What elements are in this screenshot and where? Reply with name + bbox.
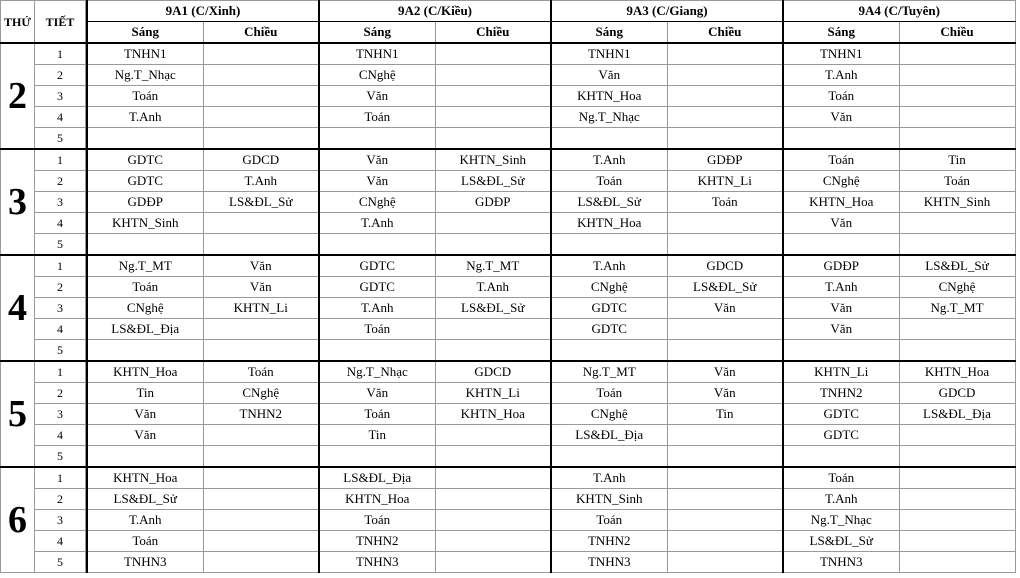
period-number: 5 <box>35 234 86 256</box>
subject-cell-sang[interactable]: LS&ĐL_Sử <box>783 531 899 552</box>
subject-cell-sang[interactable] <box>319 128 435 150</box>
table-row <box>1 234 1016 256</box>
subject-cell-sang[interactable]: TNHN2 <box>319 531 435 552</box>
day-label: 2 <box>1 43 35 149</box>
subject-cell-chieu[interactable]: Văn <box>667 361 783 383</box>
period-number: 2 <box>35 65 86 86</box>
subject-cell-chieu[interactable] <box>203 319 319 340</box>
subject-cell-sang[interactable]: KHTN_Sinh <box>551 489 667 510</box>
subject-cell-sang[interactable]: Ng.T_Nhạc <box>783 510 899 531</box>
subject-cell-sang[interactable]: GDTC <box>87 171 203 192</box>
subject-cell-chieu[interactable] <box>435 234 551 256</box>
subject-cell-sang[interactable]: KHTN_Hoa <box>319 489 435 510</box>
subject-cell-chieu[interactable] <box>899 319 1015 340</box>
subject-cell-sang[interactable]: TNHN1 <box>319 43 435 65</box>
subject-cell-sang[interactable]: Văn <box>783 107 899 128</box>
subject-cell-sang[interactable]: T.Anh <box>551 255 667 277</box>
table-row <box>1 192 1016 213</box>
period-number: 3 <box>35 404 86 425</box>
period-number: 2 <box>35 383 86 404</box>
subject-cell-chieu[interactable] <box>435 43 551 65</box>
class-header-9a1: 9A1 (C/Xinh) <box>87 1 319 22</box>
subject-cell-chieu[interactable]: T.Anh <box>435 277 551 298</box>
subject-cell-sang[interactable]: T.Anh <box>551 149 667 171</box>
subject-cell-sang[interactable]: T.Anh <box>87 107 203 128</box>
class-header-9a4: 9A4 (C/Tuyên) <box>783 1 1015 22</box>
subject-cell-sang[interactable]: Tin <box>87 383 203 404</box>
subject-cell-chieu[interactable] <box>435 86 551 107</box>
subject-cell-sang[interactable]: Toán <box>783 149 899 171</box>
subject-cell-chieu[interactable]: KHTN_Sinh <box>899 192 1015 213</box>
subject-cell-chieu[interactable] <box>899 552 1015 573</box>
subject-cell-chieu[interactable]: Ng.T_MT <box>435 255 551 277</box>
subject-cell-sang[interactable]: Toán <box>551 510 667 531</box>
day-label: 6 <box>1 467 35 573</box>
subject-cell-sang[interactable]: Văn <box>319 383 435 404</box>
subject-cell-chieu[interactable] <box>899 510 1015 531</box>
subject-cell-chieu[interactable] <box>667 43 783 65</box>
timetable-body <box>1 43 1016 573</box>
subject-cell-chieu[interactable] <box>203 213 319 234</box>
subject-cell-chieu[interactable]: GDCD <box>899 383 1015 404</box>
subject-cell-sang[interactable]: KHTN_Hoa <box>551 213 667 234</box>
subject-cell-chieu[interactable] <box>203 86 319 107</box>
subject-cell-sang[interactable]: GDĐP <box>87 192 203 213</box>
session-header-sang: Sáng <box>319 22 435 44</box>
subject-cell-chieu[interactable]: TNHN2 <box>203 404 319 425</box>
period-number: 2 <box>35 277 86 298</box>
subject-cell-sang[interactable]: TNHN2 <box>783 383 899 404</box>
subject-cell-sang[interactable]: Văn <box>319 171 435 192</box>
period-number: 1 <box>35 255 86 277</box>
subject-cell-chieu[interactable]: Ng.T_MT <box>899 298 1015 319</box>
subject-cell-sang[interactable]: KHTN_Hoa <box>87 467 203 489</box>
period-number: 3 <box>35 510 86 531</box>
subject-cell-chieu[interactable] <box>899 340 1015 362</box>
subject-cell-chieu[interactable] <box>667 510 783 531</box>
table-row <box>1 86 1016 107</box>
subject-cell-sang[interactable]: GDTC <box>551 298 667 319</box>
period-number: 3 <box>35 298 86 319</box>
subject-cell-chieu[interactable]: Toán <box>899 171 1015 192</box>
table-row <box>1 510 1016 531</box>
subject-cell-chieu[interactable] <box>203 552 319 573</box>
table-row <box>1 383 1016 404</box>
subject-cell-chieu[interactable] <box>667 425 783 446</box>
subject-cell-sang[interactable]: TNHN1 <box>783 43 899 65</box>
table-row <box>1 65 1016 86</box>
period-number: 5 <box>35 340 86 362</box>
subject-cell-chieu[interactable] <box>203 489 319 510</box>
subject-cell-sang[interactable]: KHTN_Sinh <box>87 213 203 234</box>
subject-cell-sang[interactable]: Ng.T_Nhạc <box>319 361 435 383</box>
subject-cell-sang[interactable] <box>319 234 435 256</box>
table-row <box>1 404 1016 425</box>
subject-cell-chieu[interactable]: GDĐP <box>667 149 783 171</box>
subject-cell-chieu[interactable] <box>203 446 319 468</box>
subject-cell-chieu[interactable]: KHTN_Hoa <box>899 361 1015 383</box>
period-number: 1 <box>35 467 86 489</box>
subject-cell-sang[interactable]: Tin <box>319 425 435 446</box>
subject-cell-chieu[interactable]: T.Anh <box>203 171 319 192</box>
subject-cell-chieu[interactable] <box>435 319 551 340</box>
subject-cell-chieu[interactable]: Toán <box>667 192 783 213</box>
subject-cell-sang[interactable]: Ng.T_Nhạc <box>87 65 203 86</box>
table-row <box>1 43 1016 65</box>
subject-cell-chieu[interactable] <box>899 489 1015 510</box>
period-number: 5 <box>35 552 86 573</box>
subject-cell-sang[interactable]: Văn <box>783 213 899 234</box>
subject-cell-chieu[interactable] <box>203 425 319 446</box>
subject-cell-sang[interactable]: Toán <box>319 319 435 340</box>
subject-cell-sang[interactable]: Ng.T_Nhạc <box>551 107 667 128</box>
period-number: 3 <box>35 192 86 213</box>
subject-cell-sang[interactable] <box>783 128 899 150</box>
subject-cell-sang[interactable]: Toán <box>783 86 899 107</box>
subject-cell-chieu[interactable] <box>203 65 319 86</box>
subject-cell-chieu[interactable] <box>203 340 319 362</box>
subject-cell-chieu[interactable] <box>667 86 783 107</box>
subject-cell-sang[interactable] <box>87 128 203 150</box>
table-row <box>1 489 1016 510</box>
period-number: 3 <box>35 86 86 107</box>
subject-cell-chieu[interactable] <box>435 107 551 128</box>
subject-cell-sang[interactable]: KHTN_Hoa <box>783 192 899 213</box>
subject-cell-sang[interactable]: Ng.T_MT <box>551 361 667 383</box>
subject-cell-chieu[interactable] <box>435 446 551 468</box>
subject-cell-chieu[interactable] <box>899 128 1015 150</box>
subject-cell-chieu[interactable]: GDĐP <box>435 192 551 213</box>
subject-cell-chieu[interactable] <box>435 128 551 150</box>
table-row <box>1 531 1016 552</box>
subject-cell-chieu[interactable] <box>667 340 783 362</box>
subject-cell-chieu[interactable] <box>899 86 1015 107</box>
subject-cell-chieu[interactable] <box>667 213 783 234</box>
class-header-9a3: 9A3 (C/Giang) <box>551 1 783 22</box>
table-row <box>1 319 1016 340</box>
subject-cell-sang[interactable]: TNHN3 <box>551 552 667 573</box>
day-label: 4 <box>1 255 35 361</box>
session-header-sang: Sáng <box>783 22 899 44</box>
subject-cell-sang[interactable]: Toán <box>551 171 667 192</box>
subject-cell-chieu[interactable]: Văn <box>203 277 319 298</box>
subject-cell-sang[interactable]: Toán <box>319 404 435 425</box>
subject-cell-chieu[interactable] <box>435 425 551 446</box>
subject-cell-chieu[interactable] <box>203 107 319 128</box>
period-number: 2 <box>35 171 86 192</box>
subject-cell-sang[interactable]: Văn <box>319 86 435 107</box>
subject-cell-chieu[interactable] <box>899 107 1015 128</box>
table-row <box>1 340 1016 362</box>
table-row <box>1 277 1016 298</box>
subject-cell-sang[interactable]: GDĐP <box>783 255 899 277</box>
subject-cell-chieu[interactable]: Văn <box>203 255 319 277</box>
subject-cell-chieu[interactable] <box>203 128 319 150</box>
subject-cell-sang[interactable]: LS&ĐL_Địa <box>551 425 667 446</box>
subject-cell-sang[interactable]: T.Anh <box>783 65 899 86</box>
subject-cell-chieu[interactable] <box>203 43 319 65</box>
period-number: 4 <box>35 107 86 128</box>
period-number: 1 <box>35 43 86 65</box>
subject-cell-sang[interactable]: KHTN_Hoa <box>87 361 203 383</box>
subject-cell-sang[interactable] <box>783 234 899 256</box>
subject-cell-chieu[interactable] <box>667 128 783 150</box>
subject-cell-sang[interactable]: T.Anh <box>87 510 203 531</box>
subject-cell-sang[interactable]: GDTC <box>783 404 899 425</box>
subject-cell-sang[interactable]: Văn <box>783 319 899 340</box>
subject-cell-sang[interactable]: TNHN3 <box>87 552 203 573</box>
table-row <box>1 298 1016 319</box>
table-row <box>1 425 1016 446</box>
subject-cell-chieu[interactable] <box>435 489 551 510</box>
subject-cell-chieu[interactable] <box>667 65 783 86</box>
subject-cell-chieu[interactable] <box>667 234 783 256</box>
period-number: 4 <box>35 531 86 552</box>
subject-cell-sang[interactable]: CNghệ <box>319 192 435 213</box>
subject-cell-chieu[interactable] <box>435 510 551 531</box>
subject-cell-sang[interactable]: T.Anh <box>783 489 899 510</box>
subject-cell-sang[interactable]: TNHN1 <box>87 43 203 65</box>
subject-cell-chieu[interactable]: Tin <box>899 149 1015 171</box>
table-row <box>1 552 1016 573</box>
period-number: 4 <box>35 319 86 340</box>
subject-cell-chieu[interactable]: GDCD <box>667 255 783 277</box>
subject-cell-sang[interactable]: KHTN_Hoa <box>551 86 667 107</box>
header-tiet: TIẾT <box>35 1 86 44</box>
subject-cell-chieu[interactable]: Tin <box>667 404 783 425</box>
subject-cell-chieu[interactable]: LS&ĐL_Sử <box>203 192 319 213</box>
subject-cell-sang[interactable]: CNghệ <box>87 298 203 319</box>
subject-cell-sang[interactable] <box>551 340 667 362</box>
session-header-sang: Sáng <box>87 22 203 44</box>
subject-cell-sang[interactable]: Ng.T_MT <box>87 255 203 277</box>
subject-cell-chieu[interactable]: CNghệ <box>203 383 319 404</box>
table-row <box>1 171 1016 192</box>
subject-cell-sang[interactable]: Toán <box>319 107 435 128</box>
subject-cell-sang[interactable]: GDTC <box>319 277 435 298</box>
period-number: 4 <box>35 213 86 234</box>
day-label: 5 <box>1 361 35 467</box>
table-row <box>1 361 1016 383</box>
subject-cell-chieu[interactable]: LS&ĐL_Sử <box>899 255 1015 277</box>
subject-cell-sang[interactable]: Văn <box>783 298 899 319</box>
period-number: 1 <box>35 149 86 171</box>
period-number: 1 <box>35 361 86 383</box>
session-header-chieu: Chiều <box>667 22 783 44</box>
subject-cell-sang[interactable] <box>87 234 203 256</box>
table-row <box>1 467 1016 489</box>
day-label: 3 <box>1 149 35 255</box>
subject-cell-sang[interactable]: GDTC <box>87 149 203 171</box>
subject-cell-chieu[interactable]: Toán <box>203 361 319 383</box>
subject-cell-sang[interactable]: LS&ĐL_Sử <box>87 489 203 510</box>
subject-cell-chieu[interactable] <box>435 65 551 86</box>
subject-cell-chieu[interactable]: CNghệ <box>899 277 1015 298</box>
subject-cell-chieu[interactable] <box>667 107 783 128</box>
period-number: 4 <box>35 425 86 446</box>
subject-cell-chieu[interactable] <box>667 531 783 552</box>
subject-cell-sang[interactable]: TNHN1 <box>551 43 667 65</box>
subject-cell-sang[interactable]: Văn <box>551 65 667 86</box>
subject-cell-sang[interactable]: TNHN3 <box>319 552 435 573</box>
subject-cell-chieu[interactable] <box>667 552 783 573</box>
subject-cell-sang[interactable] <box>551 128 667 150</box>
subject-cell-chieu[interactable] <box>435 552 551 573</box>
subject-cell-chieu[interactable]: LS&ĐL_Địa <box>899 404 1015 425</box>
subject-cell-sang[interactable]: KHTN_Li <box>783 361 899 383</box>
subject-cell-chieu[interactable]: KHTN_Li <box>667 171 783 192</box>
subject-cell-chieu[interactable] <box>203 467 319 489</box>
subject-cell-sang[interactable]: Toán <box>87 277 203 298</box>
subject-cell-chieu[interactable] <box>667 446 783 468</box>
subject-cell-sang[interactable]: CNghệ <box>783 171 899 192</box>
subject-cell-sang[interactable]: Toán <box>87 86 203 107</box>
subject-cell-chieu[interactable] <box>899 234 1015 256</box>
subject-cell-chieu[interactable]: KHTN_Hoa <box>435 404 551 425</box>
session-header-sang: Sáng <box>551 22 667 44</box>
subject-cell-sang[interactable]: Văn <box>87 425 203 446</box>
subject-cell-chieu[interactable] <box>899 65 1015 86</box>
subject-cell-chieu[interactable] <box>899 213 1015 234</box>
period-number: 5 <box>35 446 86 468</box>
subject-cell-sang[interactable]: Toán <box>551 383 667 404</box>
subject-cell-sang[interactable]: GDTC <box>783 425 899 446</box>
subject-cell-sang[interactable]: Văn <box>319 149 435 171</box>
subject-cell-chieu[interactable] <box>899 43 1015 65</box>
subject-cell-sang[interactable] <box>783 446 899 468</box>
table-row <box>1 128 1016 150</box>
table-row <box>1 213 1016 234</box>
subject-cell-sang[interactable]: LS&ĐL_Địa <box>87 319 203 340</box>
subject-cell-chieu[interactable]: Văn <box>667 298 783 319</box>
subject-cell-chieu[interactable]: LS&ĐL_Sử <box>435 298 551 319</box>
subject-cell-chieu[interactable] <box>435 531 551 552</box>
session-header-chieu: Chiều <box>435 22 551 44</box>
subject-cell-sang[interactable] <box>551 446 667 468</box>
subject-cell-sang[interactable]: GDTC <box>319 255 435 277</box>
subject-cell-sang[interactable] <box>783 340 899 362</box>
subject-cell-chieu[interactable] <box>203 510 319 531</box>
subject-cell-chieu[interactable] <box>899 467 1015 489</box>
session-header-chieu: Chiều <box>899 22 1015 44</box>
subject-cell-chieu[interactable]: KHTN_Sinh <box>435 149 551 171</box>
subject-cell-chieu[interactable] <box>667 467 783 489</box>
subject-cell-chieu[interactable]: GDCD <box>203 149 319 171</box>
table-row <box>1 446 1016 468</box>
subject-cell-chieu[interactable] <box>203 234 319 256</box>
subject-cell-chieu[interactable]: GDCD <box>435 361 551 383</box>
subject-cell-chieu[interactable] <box>899 446 1015 468</box>
subject-cell-sang[interactable] <box>551 234 667 256</box>
subject-cell-chieu[interactable] <box>899 425 1015 446</box>
session-header-chieu: Chiều <box>203 22 319 44</box>
table-row <box>1 149 1016 171</box>
subject-cell-sang[interactable]: T.Anh <box>319 298 435 319</box>
subject-cell-sang[interactable]: LS&ĐL_Địa <box>319 467 435 489</box>
subject-cell-chieu[interactable]: LS&ĐL_Sử <box>667 277 783 298</box>
subject-cell-sang[interactable]: GDTC <box>551 319 667 340</box>
subject-cell-sang[interactable]: CNghệ <box>319 65 435 86</box>
subject-cell-chieu[interactable]: KHTN_Li <box>435 383 551 404</box>
subject-cell-sang[interactable]: TNHN3 <box>783 552 899 573</box>
subject-cell-chieu[interactable]: Văn <box>667 383 783 404</box>
period-number: 5 <box>35 128 86 150</box>
period-number: 2 <box>35 489 86 510</box>
header-thu: THỨ <box>1 1 35 44</box>
subject-cell-sang[interactable]: TNHN2 <box>551 531 667 552</box>
subject-cell-sang[interactable]: LS&ĐL_Sử <box>551 192 667 213</box>
subject-cell-sang[interactable] <box>319 446 435 468</box>
table-row <box>1 255 1016 277</box>
subject-cell-chieu[interactable] <box>899 531 1015 552</box>
subject-cell-chieu[interactable] <box>435 340 551 362</box>
table-row <box>1 107 1016 128</box>
subject-cell-sang[interactable]: Toán <box>319 510 435 531</box>
subject-cell-chieu[interactable]: LS&ĐL_Sử <box>435 171 551 192</box>
subject-cell-sang[interactable]: T.Anh <box>783 277 899 298</box>
subject-cell-sang[interactable]: T.Anh <box>551 467 667 489</box>
class-header-9a2: 9A2 (C/Kiều) <box>319 1 551 22</box>
subject-cell-sang[interactable]: Toán <box>87 531 203 552</box>
subject-cell-sang[interactable]: Văn <box>87 404 203 425</box>
subject-cell-sang[interactable]: CNghệ <box>551 404 667 425</box>
subject-cell-chieu[interactable] <box>435 467 551 489</box>
subject-cell-chieu[interactable] <box>667 319 783 340</box>
subject-cell-sang[interactable] <box>319 340 435 362</box>
subject-cell-chieu[interactable]: KHTN_Li <box>203 298 319 319</box>
subject-cell-sang[interactable]: T.Anh <box>319 213 435 234</box>
subject-cell-chieu[interactable] <box>203 531 319 552</box>
subject-cell-sang[interactable]: Toán <box>783 467 899 489</box>
subject-cell-chieu[interactable] <box>667 489 783 510</box>
subject-cell-sang[interactable] <box>87 340 203 362</box>
subject-cell-chieu[interactable] <box>435 213 551 234</box>
subject-cell-sang[interactable] <box>87 446 203 468</box>
subject-cell-sang[interactable]: CNghệ <box>551 277 667 298</box>
